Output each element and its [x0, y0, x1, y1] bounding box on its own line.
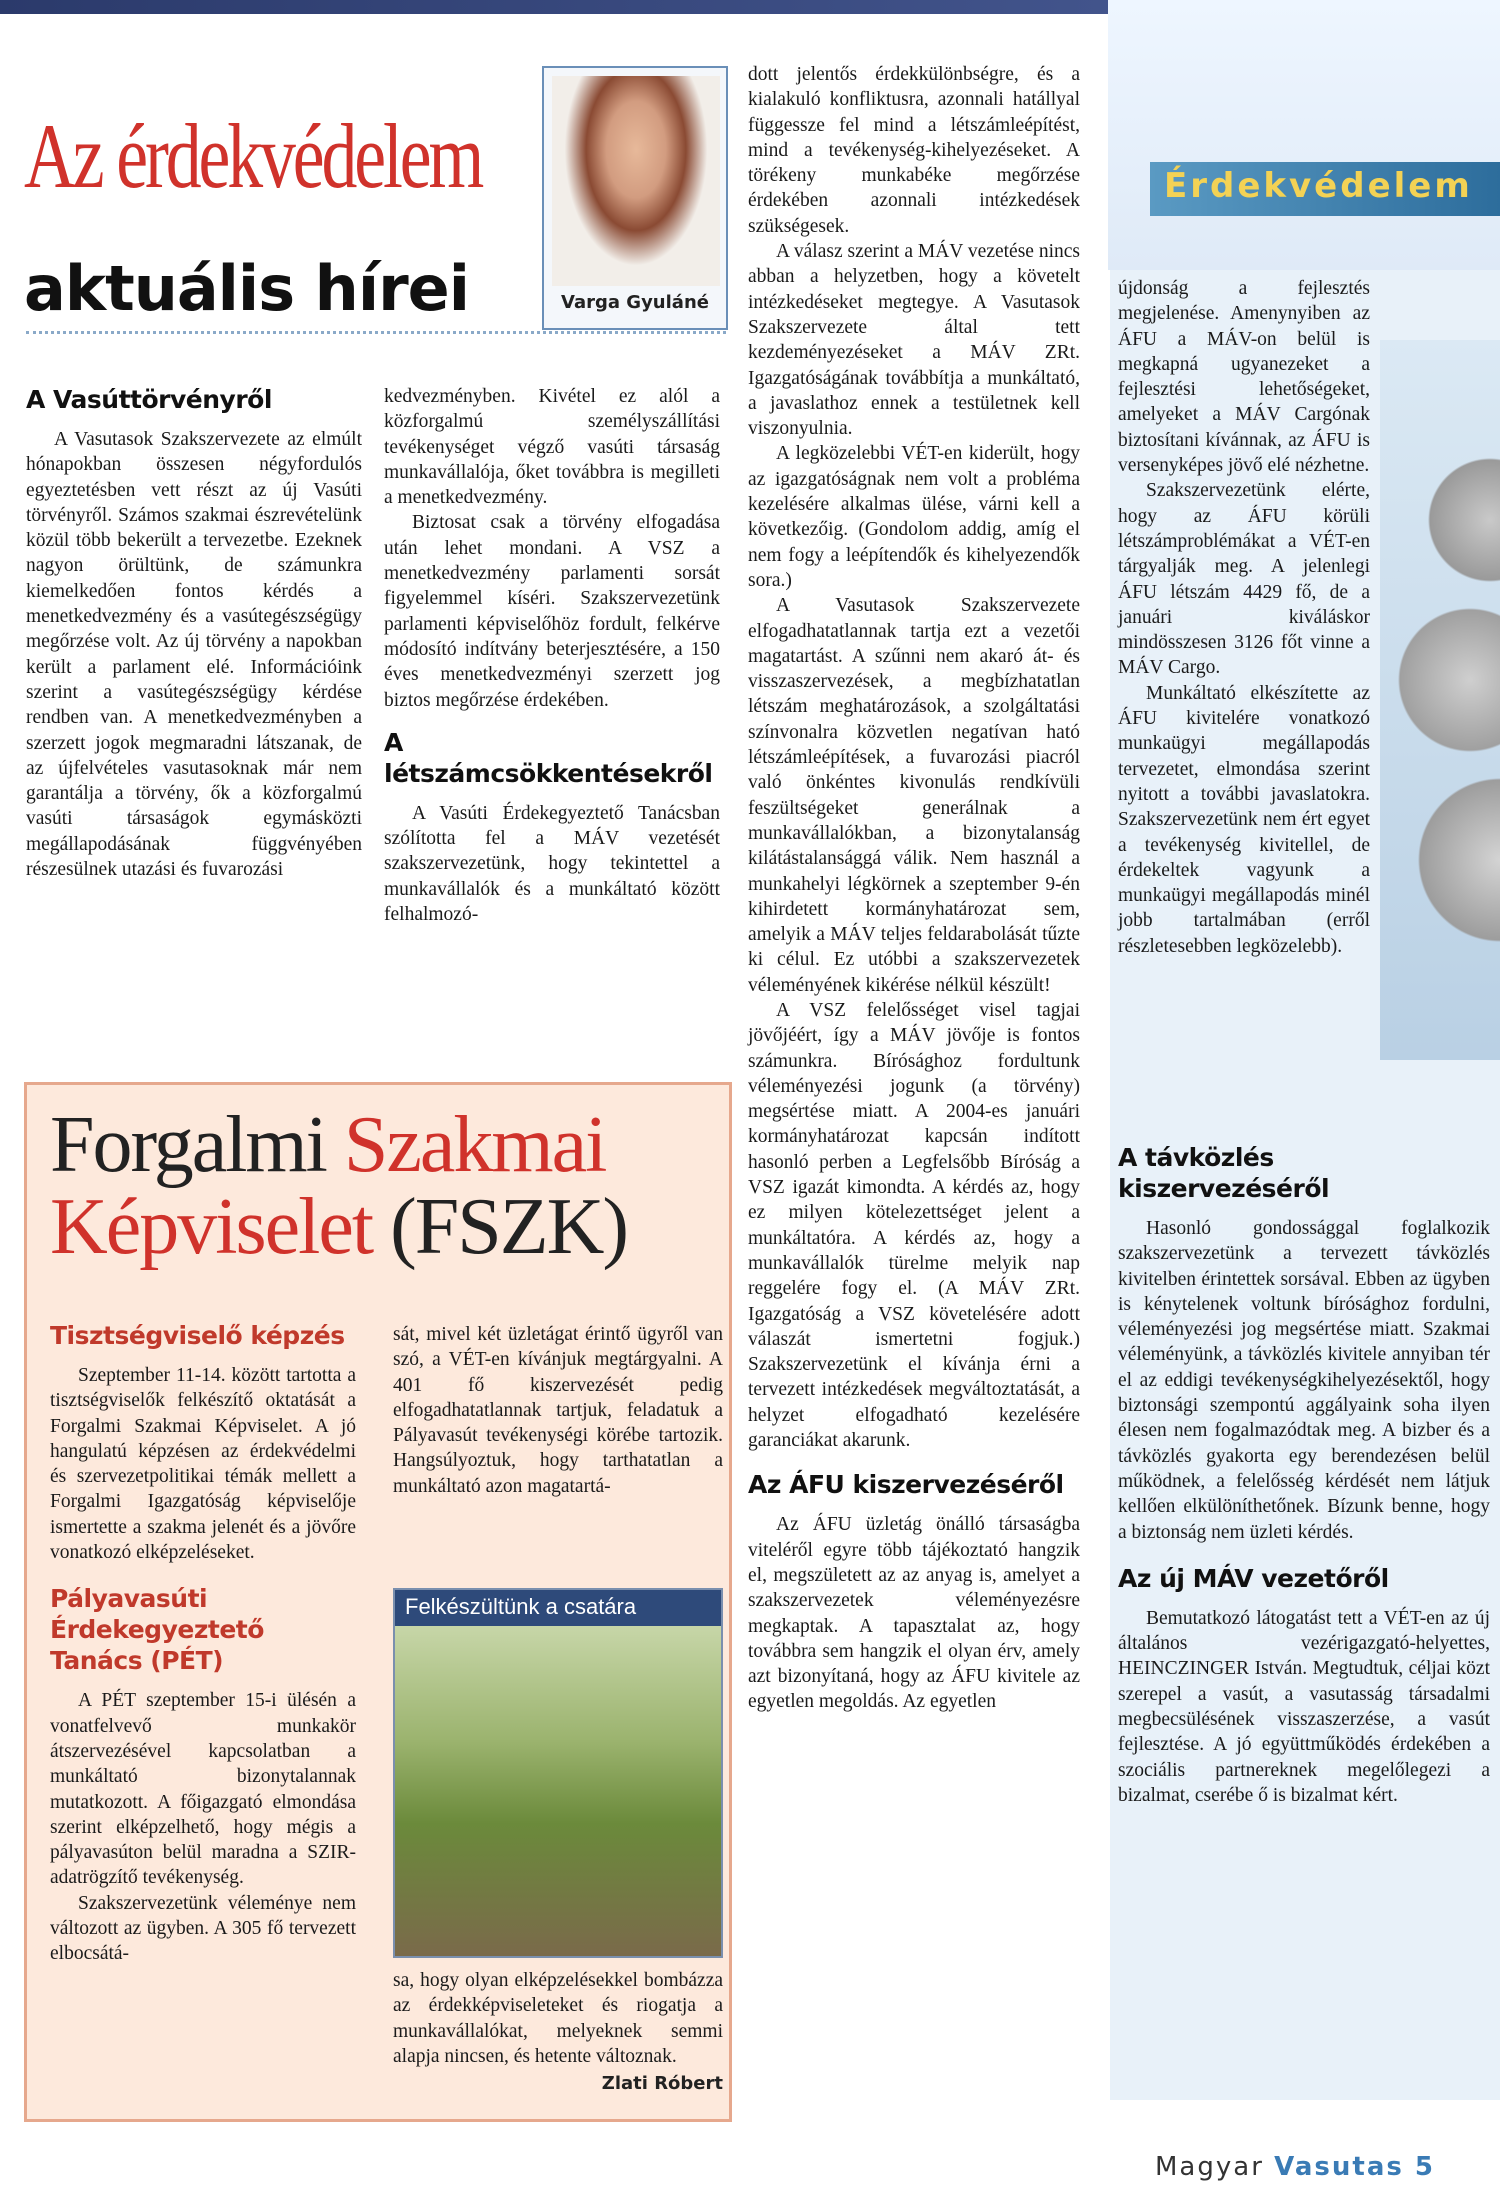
author-photo-frame: [542, 66, 728, 330]
heading-vasuttorveny: A Vasúttörvényről: [26, 385, 272, 414]
paragraph: Szeptember 11-14. között tartotta a tisztségviselők felkészítő oktatását a Forgalmi Szakmai Képviselet. A jó hangulatú képzésen az érdekvédelmi és szervezetpolitikai témák mellett a Forgalmi Igazgatóság képviselője ismertette a szakma jelenét és a jövőre vonatkozó elképzeléseket.: [50, 1365, 356, 1564]
fszk-body-2: [50, 1688, 356, 1966]
col4-body-2: [1118, 1216, 1490, 1545]
footer: [1155, 2152, 1435, 2182]
page-title: Az érdekvédelem: [24, 105, 482, 207]
event-photo-image: [395, 1626, 721, 1956]
column-1: [26, 384, 362, 882]
footer-magazine-b: Vasutas: [1274, 2152, 1404, 2182]
column-2: [384, 384, 720, 927]
fszk-column-b-lower: [393, 1968, 723, 2094]
paragraph: A Vasutasok Szakszervezete elfogadhatatlannak tartja ezt a vezetői magatartást. A szűnni nem akaró át- és visszaszervezések, a megbízhatatlan létszám meghatározások, a szolgáltatási színvonalra közvetlen negatívan ható létszámleépítések, a fuvarozási piacról való önkéntes kivonulás rendkívüli feszültségeket generálnak a munkavállalókban, a bizonytalanság kilátástalansággá válik. Nem használ a munkahelyi légkörnek a szeptember 9-én kihirdetett kormányhatározat sem, amelyik a MÁV teljes feldarabolását tűzte ki célul. Ez utóbbi a szakszervezetek véleményének kikérése nélkül készült!: [748, 595, 1080, 996]
paragraph: Biztosat csak a törvény elfogadása után lehet mondani. A VSZ a menetkedvezmény parlamenti sorsát figyelemmel kíséri. Szakszervezetünk parlamenti képviselőhöz fordult, felkérve módosító indítvány beterjesztésére, a 150 éves menetkedvezményi szerzett jog biztos megőrzése érdekében.: [384, 512, 720, 711]
title-divider: [26, 331, 726, 334]
fszk-body-3: [393, 1322, 723, 1499]
paragraph: A legközelebbi VÉT-en kiderült, hogy az igazgatóságnak nem volt a probléma kezelésére alkalmas ülése, várni kell a következőig. (Gondolom addig, amíg el nem fogy a leépítendők és kihelyezendők sora.): [748, 443, 1080, 591]
col3-body-2: [748, 1512, 1080, 1714]
author-portrait: [552, 76, 720, 286]
paragraph: újdonság a fejlesztés megjelenése. Amenynyiben az ÁFU a MÁV-on belül is megkapná ugyanezeket a fejlesztési lehetőségeket, amelyeket a MÁV Cargónak biztosítani kívánnak, az ÁFU is versenyképes jövő elé nézhetne.: [1118, 278, 1370, 477]
col1-body: [26, 427, 362, 882]
paragraph: Szakszervezetünk véleménye nem változott az ügyben. A 305 fő tervezett elbocsátá-: [50, 1892, 356, 1965]
paragraph: A Vasúti Érdekegyeztető Tanácsban szólította fel a MÁV vezetését szakszervezetünk, hogy tekintettel a munkavállalók és a munkáltató között felhalmozó-: [384, 802, 720, 926]
heading-pet: Pályavasúti Érdekegyeztető Tanács (PÉT): [50, 1584, 264, 1676]
section-label: Érdekvédelem: [1164, 166, 1473, 206]
fszk-title-part: Képviselet: [50, 1183, 373, 1271]
author-caption: Varga Gyuláné: [561, 292, 709, 313]
col2-body-2: [384, 801, 720, 927]
heading-tavkozles: A távközlés kiszervezéséről: [1118, 1143, 1330, 1203]
paragraph: A Vasutasok Szakszervezete az elmúlt hónapokban összesen négyfordulós egyeztetésben vett részt az új Vasúti törvényről. Számos szakmai észrevételünk közül több bekerült a tervezetbe. Ezeknek nagyon örültünk, de számunkra kiemelkedően fontos kérdés a menetkedvezmény és a vasútegészségügy megőrzése volt. Az új törvény a napokban került a parlament elé. Információink szerint a vasútegészségügy kérdése rendben van. A menetkedvezményben a szerzett jogok megmaradni látszanak, de az újfelvételes vasutasoknak már nem garantálja a törvény, ők a közforgalmú vasúti társaságok egymásközti megállapodásának függvényében részesülnek utazási és fuvarozási: [26, 429, 362, 881]
paragraph: A PÉT szeptember 15-i ülésén a vonatfelvevő munkakör átszervezésével kapcsolatban a munkáltató bizonytalannak mutatkozott. A főigazgató elmondása szerint elképzelhető, hogy mégis a pályavasúton belül maradna a SZIR-adatrögzítő tevékenység.: [50, 1690, 356, 1889]
event-photo: [393, 1588, 723, 1958]
paragraph: Szakszervezetünk elérte, hogy az ÁFU körüli létszámproblémákat a VÉT-en tárgyalják meg. A jelenlegi ÁFU létszám 4429 fő, de a januári kiváláskor mindösszesen 3126 főt vinne a MÁV Cargo.: [1118, 480, 1370, 679]
heading-letszamcsokkentes: A létszámcsökkentésekről: [384, 727, 713, 788]
column-4-lower: [1118, 1142, 1490, 1808]
column-4: [1118, 276, 1370, 959]
paragraph: sát, mivel két üzletágat érintő ügyről van szó, a VÉT-en kívánjuk megtárgyalni. A 401 fő kiszervezését pedig elfogadhatatlannak tartjuk, feladatuk a Pályavasút tevékenységi körébe tartozik. Hangsúlyoztuk, hogy tarthatatlan a munkáltató azon magatartá-: [393, 1324, 723, 1497]
fszk-body-4: [393, 1968, 723, 2069]
paragraph: Az ÁFU üzletág önálló társaságba viteléről egyre több tájékoztató hangzik el, megszületett az az anyag is, amelyet a szakszervezetek véleményezésre megkaptak. A tapasztalat az, hogy továbbra sem hangzik el olyan érv, amely azt bizonyítaná, hogy az ÁFU kivitele az egyetlen megoldás. Az egyetlen: [748, 1514, 1080, 1713]
col4-body-3: [1118, 1606, 1490, 1808]
paragraph: A válasz szerint a MÁV vezetése nincs abban a helyzetben, hogy a követelt intézkedéseket megtegye. A Vasutasok Szakszervezete által tett kezdeményezéseket a MÁV ZRt. Igazgatóságának továbbítja a munkáltató, a javaslathoz ennek a testületnek kell viszonyulnia.: [748, 241, 1080, 440]
paragraph: A VSZ felelősséget visel tagjai jövőjéért, így a MÁV jövője is fontos számunkra. Bírósághoz fordultunk véleményezési jogunk (a törvény) megsértése miatt. A 2004-es januári kormányhatározat kapcsán indított hasonló perben a Legfelsőbb Bíróság a VSZ igazát kimondta. A kérdés az, hogy ez milyen kötelezettséget jelent a munkáltatóra. A kérdés az, hogy a munkavállalók türelme melyik nap reggelére fogy el. (A MÁV ZRt. Igazgatóság a VSZ követelésére adott válaszát ismertetni fogjuk.) Szakszervezetünk el kívánja érni a tervezett intézkedések megváltoztatását, a helyzet elfogadható kezelésére garanciákat akarunk.: [748, 999, 1080, 1452]
heading-uj-mav-vezeto: Az új MÁV vezetőről: [1118, 1563, 1389, 1593]
fszk-title: [50, 1101, 628, 1271]
event-photo-caption: Felkészültünk a csatára: [395, 1590, 721, 1626]
paragraph: Bemutatkozó látogatást tett a VÉT-en az új általános vezérigazgató-helyettes, HEINCZINGER István. Megtudtuk, céljai közt szerepel a vasút, a vasutasság társadalmi megbecsülésének visszaszerzése, a vasút fejlesztése. A jó együttműködés érdekében a szociális partnereknek megelőlegezi a bizalmat, cserébe ő is bizalmat kért.: [1118, 1607, 1490, 1806]
fszk-column-a: [50, 1320, 356, 1967]
section-banner: [1108, 0, 1500, 270]
fszk-title-part: Forgalmi: [50, 1101, 344, 1189]
coins-image: [1380, 340, 1500, 1060]
signature: Zlati Róbert: [601, 2073, 723, 2095]
footer-page: 5: [1403, 2152, 1435, 2182]
paragraph: dott jelentős érdekkülönbségre, és a kialakuló konfliktusra, azonnali hatállyal függessze fel mind a létszámleépítést, mind a tevékenység-kihelyezéseket. A törékeny munkabéke megőrzése érdekében azonnali intézkedések szükségesek.: [748, 64, 1080, 237]
paragraph: kedvezményben. Kivétel ez alól a közforgalmú személyszállítási tevékenységet végző vasúti társaság munkavállalója, őket továbbra is megilleti a menetkedvezmény.: [384, 386, 720, 509]
paragraph: sa, hogy olyan elképzelésekkel bombázza az érdekképviseleteket és riogatja a munkavállalókat, melyeknek semmi alapja nincsen, és hetente változnak.: [393, 1970, 723, 2067]
page-subtitle: aktuális hírei: [24, 252, 469, 325]
col3-body: [748, 62, 1080, 1453]
fszk-title-part: (FSZK): [372, 1183, 628, 1271]
fszk-body-1: [50, 1363, 356, 1565]
column-3: [748, 62, 1080, 1715]
col4-body: [1118, 276, 1370, 959]
fszk-title-part: Szakmai: [343, 1101, 606, 1189]
footer-magazine-a: Magyar: [1155, 2152, 1275, 2182]
paragraph: Hasonló gondossággal foglalkozik szakszervezetünk a tervezett távközlés kivitelben érintettek sorsával. Ebben az ügyben is kénytelenek voltunk bírósághoz fordulni, véleményezési jog megsértése miatt. Szakmai véleményünk, a távközlés kivitele annyiban tér el az eddigi tevékenységkihelyezésektől, hogy biztonsági szempontú aggályaink soha ilyen élesen nem fogalmazódtak meg. A bizber és a távközlés gyakorta egy berendezésen belül működnek, a felelősség kérdését nem látjuk kellően elkülöníthetőnek. Bízunk benne, hogy a biztonság nem üzleti kérdés.: [1118, 1218, 1490, 1543]
paragraph: Munkáltató elkészítette az ÁFU kivitelére vonatkozó munkaügyi megállapodás tervezetet, elmondása szerint nyitott a további javaslatokra. Szakszervezetünk nem ért egyet a tevékenység kivitellel, de érdekeltek vagyunk a munkaügyi megállapodás minél jobb tartalmában (erről részletesebben legközelebb).: [1118, 682, 1370, 957]
heading-afu: Az ÁFU kiszervezéséről: [748, 1470, 1064, 1500]
heading-tisztsegviselo: Tisztségviselő képzés: [50, 1321, 345, 1350]
fszk-column-b: [393, 1322, 723, 1499]
col2-body: [384, 384, 720, 713]
